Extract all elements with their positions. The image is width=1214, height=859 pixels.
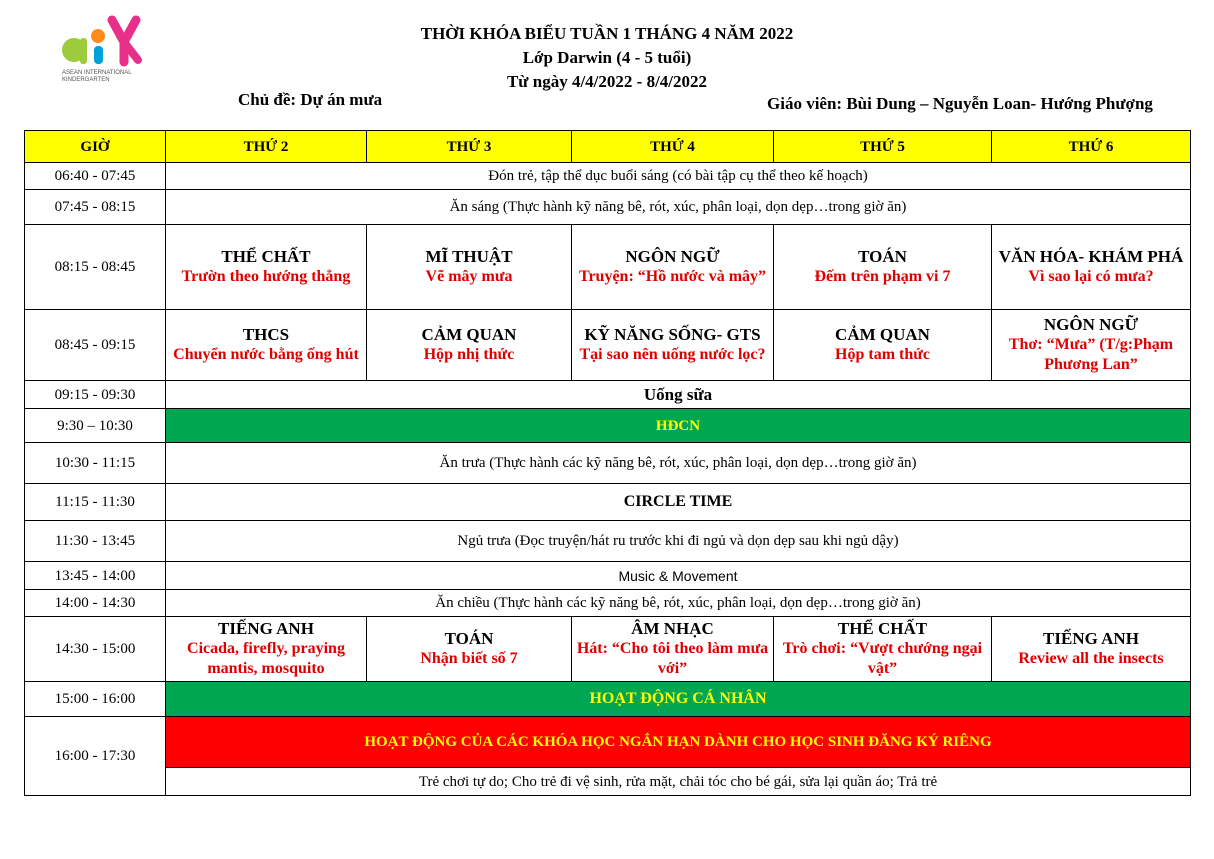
table-row	[25, 682, 1191, 717]
activity-label: Tại sao nên uống nước lọc?	[579, 346, 766, 363]
table-row	[25, 484, 1191, 521]
time-cell: 16:00 - 17:30	[25, 717, 166, 796]
table-row	[25, 717, 1191, 768]
time-cell: 13:45 - 14:00	[25, 562, 166, 590]
time-cell: 15:00 - 16:00	[25, 682, 166, 717]
time-cell: 08:45 - 09:15	[25, 310, 166, 381]
page-title: THỜI KHÓA BIỂU TUẦN 1 THÁNG 4 NĂM 2022	[420, 24, 794, 43]
lesson-cell	[992, 310, 1191, 381]
activity-label: Hộp nhị thức	[423, 346, 515, 363]
subject-label: THỂ CHẤT	[837, 619, 928, 638]
time-cell: 06:40 - 07:45	[25, 163, 166, 190]
lesson-cell	[774, 225, 992, 310]
activity-label: Hát: “Cho tôi theo làm mưa với”	[576, 640, 769, 677]
table-header-row	[25, 131, 1191, 163]
subject-label: TIẾNG ANH	[218, 619, 314, 638]
teachers-label: Giáo viên: Bùi Dung – Nguyễn Loan- Hướng Phượng	[767, 94, 1153, 113]
theme-label: Chủ đề: Dự án mưa	[238, 90, 383, 109]
table-row	[25, 163, 1191, 190]
activity-cell: Trẻ chơi tự do; Cho trẻ đi vệ sinh, rửa mặt, chải tóc cho bé gái, sửa lại quần áo; Trả trẻ	[166, 768, 1191, 796]
subject-label: KỸ NĂNG SỐNG- GTS	[584, 325, 761, 344]
lesson-cell	[572, 310, 774, 381]
svg-text:ASEAN INTERNATIONAL: ASEAN INTERNATIONAL	[62, 70, 132, 76]
activity-cell: Ăn chiều (Thực hành các kỹ năng bê, rót, xúc, phân loại, dọn dẹp…trong giờ ăn)	[166, 590, 1191, 617]
table-row	[25, 617, 1191, 682]
activity-label: Vẽ mây mưa	[425, 268, 513, 285]
date-range: Từ ngày 4/4/2022 - 8/4/2022	[506, 72, 708, 91]
time-cell: 14:30 - 15:00	[25, 617, 166, 682]
subject-label: MĨ THUẬT	[425, 247, 513, 266]
lesson-cell	[166, 225, 367, 310]
lesson-cell	[572, 225, 774, 310]
activity-label: Cicada, firefly, praying mantis, mosquito	[187, 640, 345, 677]
lesson-cell	[992, 617, 1191, 682]
lesson-cell	[367, 225, 572, 310]
table-row	[25, 443, 1191, 484]
activity-label: Trò chơi: “Vượt chướng ngại vật”	[782, 640, 983, 677]
timetable	[24, 130, 1191, 796]
subject-label: NGÔN NGỮ	[625, 247, 720, 266]
activity-label: Vì sao lại có mưa?	[1028, 268, 1154, 285]
time-cell: 14:00 - 14:30	[25, 590, 166, 617]
individual-activity-banner: HOẠT ĐỘNG CÁ NHÂN	[166, 682, 1191, 717]
activity-label: Truyện: “Hồ nước và mây”	[578, 268, 767, 285]
activity-label: Hộp tam thức	[835, 346, 930, 363]
time-cell: 08:15 - 08:45	[25, 225, 166, 310]
table-row	[25, 768, 1191, 796]
lesson-cell	[774, 310, 992, 381]
header-thu: THỨ 5	[774, 131, 992, 163]
activity-cell: Ăn trưa (Thực hành các kỹ năng bê, rót, xúc, phân loại, dọn dẹp…trong giờ ăn)	[166, 443, 1191, 484]
subject-label: VĂN HÓA- KHÁM PHÁ	[998, 247, 1184, 266]
header-tue: THỨ 3	[367, 131, 572, 163]
subject-label: CẢM QUAN	[835, 325, 930, 344]
time-cell: 10:30 - 11:15	[25, 443, 166, 484]
time-cell: 11:30 - 13:45	[25, 521, 166, 562]
subject-label: TIẾNG ANH	[1043, 629, 1139, 648]
subject-label: NGÔN NGỮ	[1043, 315, 1139, 334]
table-row	[25, 225, 1191, 310]
activity-label: Đếm trên phạm vi 7	[814, 268, 951, 285]
subject-label: TOÁN	[444, 629, 494, 648]
time-cell: 07:45 - 08:15	[25, 190, 166, 225]
header-mon: THỨ 2	[166, 131, 367, 163]
table-row	[25, 190, 1191, 225]
activity-label: Nhận biết số 7	[420, 650, 518, 667]
hdcn-banner: HĐCN	[166, 409, 1191, 443]
activity-label: Trườn theo hướng thẳng	[181, 268, 351, 285]
time-cell: 9:30 – 10:30	[25, 409, 166, 443]
time-cell: 11:15 - 11:30	[25, 484, 166, 521]
table-row	[25, 521, 1191, 562]
subject-label: CẢM QUAN	[421, 325, 517, 344]
header-fri: THỨ 6	[992, 131, 1191, 163]
activity-cell: CIRCLE TIME	[166, 484, 1191, 521]
lesson-cell	[572, 617, 774, 682]
table-row	[25, 310, 1191, 381]
header-time: GIỜ	[25, 131, 166, 163]
lesson-cell	[166, 310, 367, 381]
lesson-cell	[367, 617, 572, 682]
lesson-cell	[166, 617, 367, 682]
subject-label: THCS	[242, 325, 290, 344]
short-course-banner: HOẠT ĐỘNG CỦA CÁC KHÓA HỌC NGẮN HẠN DÀNH CHO HỌC SINH ĐĂNG KÝ RIÊNG	[166, 717, 1191, 768]
header-wed: THỨ 4	[572, 131, 774, 163]
activity-label: Chuyển nước bằng ống hút	[173, 346, 359, 363]
table-row	[25, 562, 1191, 590]
time-cell: 09:15 - 09:30	[25, 381, 166, 409]
activity-cell: Music & Movement	[166, 562, 1191, 590]
activity-cell: Ngủ trưa (Đọc truyện/hát ru trước khi đi ngủ và dọn dẹp sau khi ngủ dậy)	[166, 521, 1191, 562]
table-row	[25, 381, 1191, 409]
subject-label: THỂ CHẤT	[221, 247, 311, 266]
lesson-cell	[774, 617, 992, 682]
activity-label: Review all the insects	[1018, 650, 1164, 667]
activity-cell: Uống sữa	[166, 381, 1191, 409]
subject-label: TOÁN	[858, 247, 907, 266]
activity-cell: Ăn sáng (Thực hành kỹ năng bê, rót, xúc, phân loại, dọn dẹp…trong giờ ăn)	[166, 190, 1191, 225]
lesson-cell	[367, 310, 572, 381]
activity-label: Thơ: “Mưa” (T/g:Phạm Phương Lan”	[1008, 336, 1174, 373]
activity-cell: Đón trẻ, tập thể dục buổi sáng (có bài tập cụ thể theo kế hoạch)	[166, 163, 1191, 190]
lesson-cell	[992, 225, 1191, 310]
svg-text:KINDERGARTEN: KINDERGARTEN	[62, 77, 110, 83]
class-label: Lớp Darwin (4 - 5 tuổi)	[522, 48, 692, 67]
table-row	[25, 590, 1191, 617]
table-row	[25, 409, 1191, 443]
subject-label: ÂM NHẠC	[631, 619, 714, 638]
